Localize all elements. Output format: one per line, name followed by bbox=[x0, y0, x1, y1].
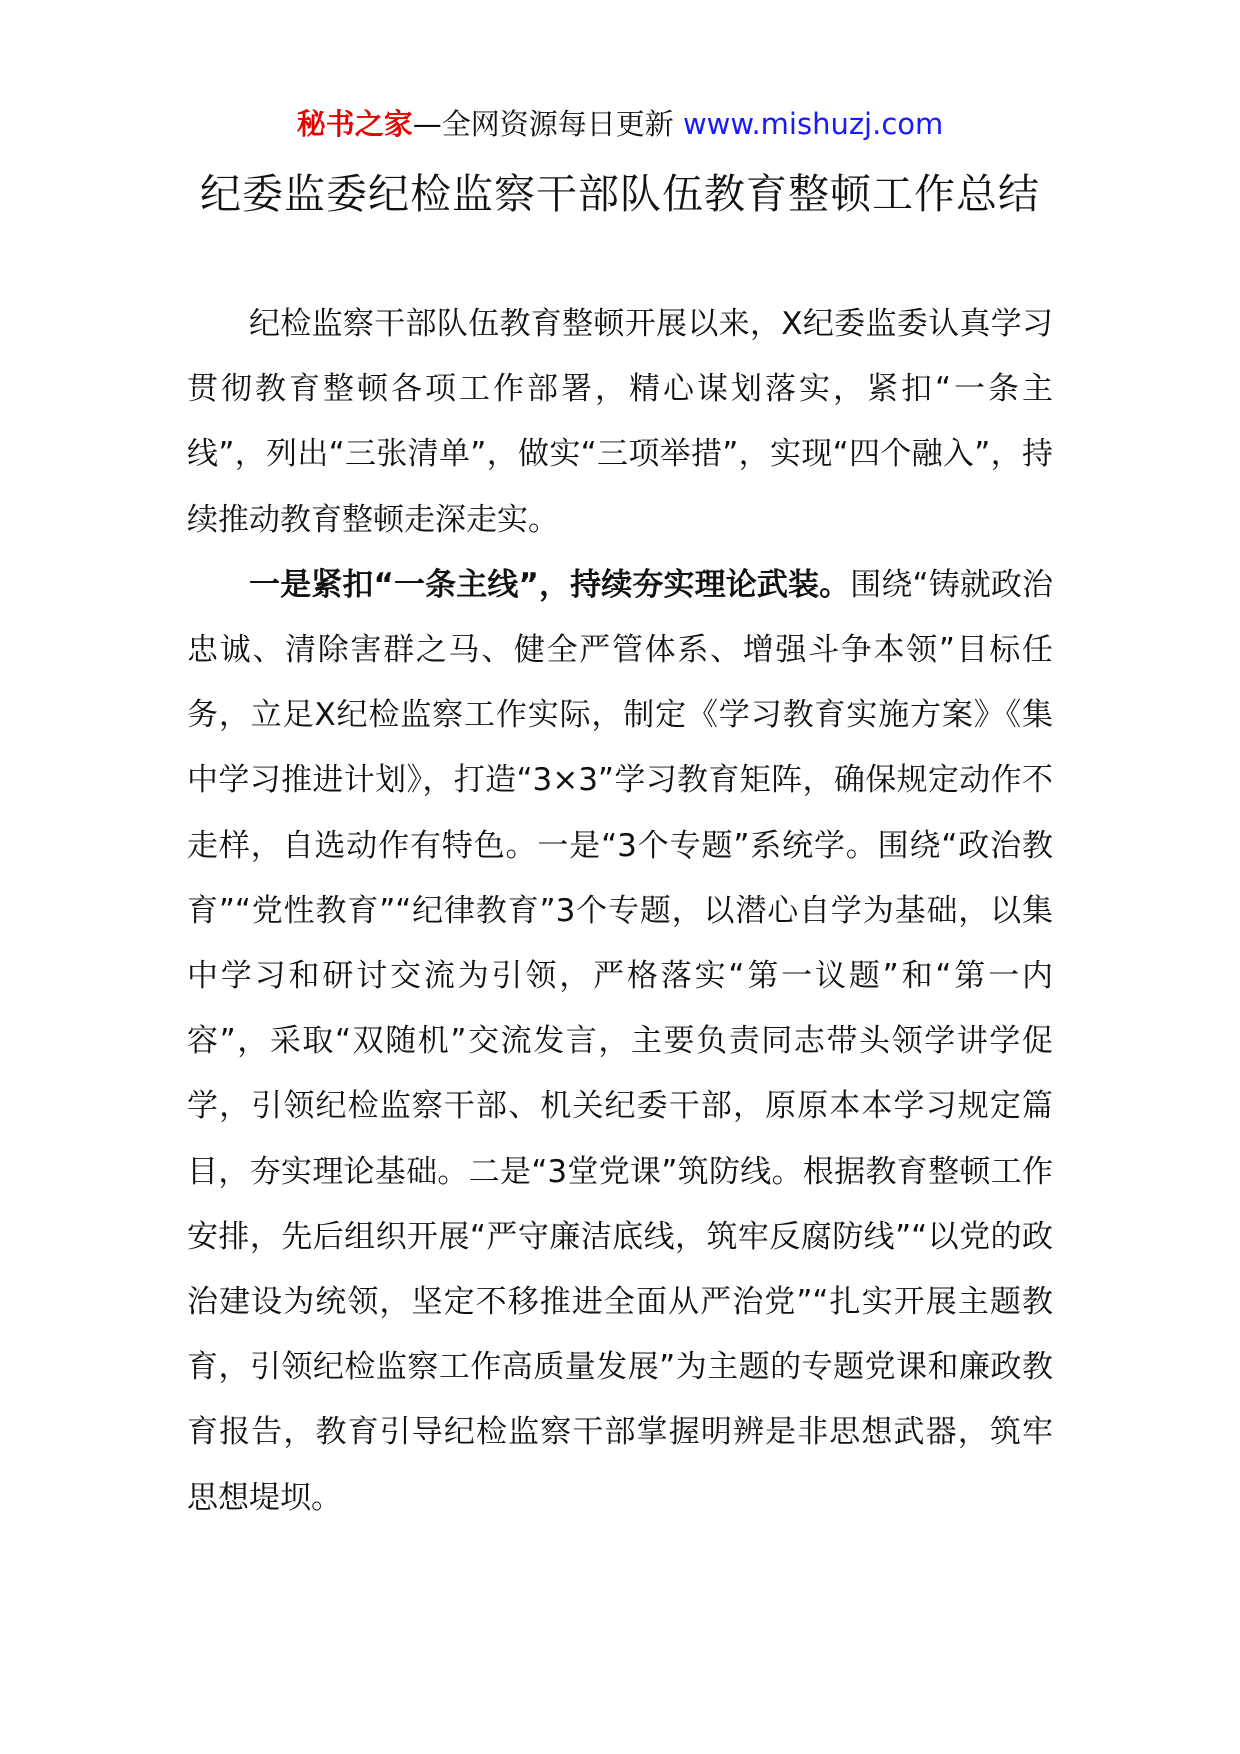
section-body-text: 围绕“铸就政治忠诚、清除害群之马、健全严管体系、增强斗争本领”目标任务，立足X纪检监察工作实际，制定《学习教育实施方案》《集中学习推进计划》，打造“3×3”学习教育矩阵，确保规定动作不走样，自选动作有特色。一是“3个专题”系统学。围绕“政治教育”“党性教育”“纪律教育”3个专题，以潜心自学为基础，以集中学习和研讨交流为引领，严格落实“第一议题”和“第一内容”，采取“双随机”交流发言，主要负责同志带头领学讲学促学，引领纪检监察干部、机关纪委干部，原原本本学习规定篇目，夯实理论基础。二是“3堂党课”筑防线。根据教育整顿工作安排，先后组织开展“严守廉洁底线，筑牢反腐防线”“以党的政治建设为统领，坚定不移推进全面从严治党”“扎实开展主题教育，引领纪检监察工作高质量发展”为主题的专题党课和廉政教育报告，教育引导纪检监察干部掌握明辨是非思想武器，筑牢思想堤坝。 bbox=[187, 566, 1053, 1516]
site-url-link[interactable]: www.mishuzj.com bbox=[682, 107, 944, 141]
brand-name: 秘书之家 bbox=[296, 107, 413, 141]
document-body bbox=[187, 292, 1053, 1531]
paragraph-section-one bbox=[187, 553, 1053, 1531]
section-lead-heading: 一是紧扣“一条主线”，持续夯实理论武装。 bbox=[249, 566, 851, 603]
paragraph-intro: 纪检监察干部队伍教育整顿开展以来，X纪委监委认真学习贯彻教育整顿各项工作部署，精心谋划落实，紧扣“一条主线”，列出“三张清单”，做实“三项举措”，实现“四个融入”，持续推动教育整顿走深走实。 bbox=[187, 306, 1053, 538]
document-title: 纪委监委纪检监察干部队伍教育整顿工作总结 bbox=[200, 170, 1040, 218]
site-tagline: —全网资源每日更新 bbox=[412, 107, 683, 141]
site-banner bbox=[0, 104, 1240, 144]
